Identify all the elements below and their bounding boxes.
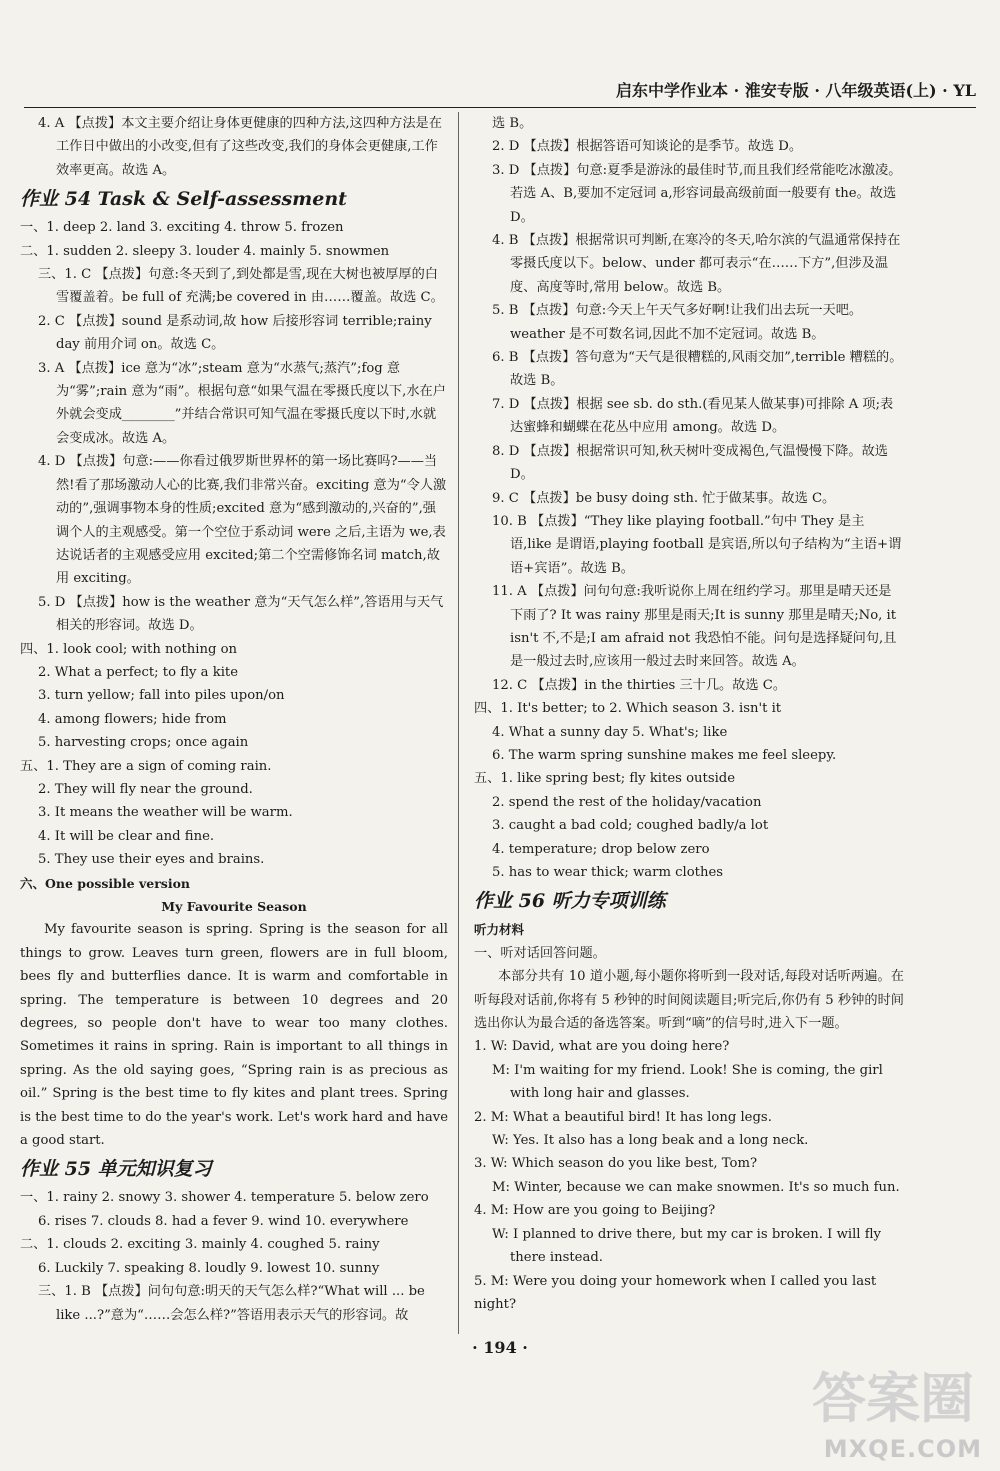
right-line: 4. temperature; drop below zero <box>492 841 710 857</box>
right-line: M: I'm waiting for my friend. Look! She is coming, the girl with long hair and glasses. <box>492 1062 883 1102</box>
essay-title: My Favourite Season <box>161 899 307 914</box>
right-line: 四、1. It's better; to 2. Which season 3. isn't it <box>474 701 782 717</box>
right-line: 5. B 【点拨】句意:今天上午天气多好啊!让我们出去玩一天吧。weather 是不可数名词,因此不加不定冠词。故选 B。 <box>492 303 863 342</box>
right-line: 6. The warm spring sunshine makes me feel sleepy. <box>492 747 837 763</box>
right-line: 本部分共有 10 道小题,每小题你将听到一段对话,每段对话听两遍。在听每段对话前,你将有 5 秒钟的时间阅读题目;听完后,你仍有 5 秒钟的时间选出你认为最合适的备选答案。听到“嘀”的信号时,进入下一题。 <box>474 969 904 1032</box>
left-line: 2. What a perfect; to fly a kite <box>38 664 239 680</box>
watermark <box>792 1343 982 1463</box>
right-line: M: Winter, because we can make snowmen. It's so much fun. <box>492 1179 900 1195</box>
left-column <box>20 112 448 1327</box>
right-line: 5. has to wear thick; warm clothes <box>492 865 724 880</box>
right-line: 3. D 【点拨】句意:夏季是游泳的最佳时节,而且我们经常能吃冰激凌。若选 A、B,要加不定冠词 a,形容词最高级前面一般要有 the。故选 D。 <box>492 162 902 225</box>
section-title: 作业 54 Task & Self-assessment <box>20 188 347 211</box>
left-line: 3. turn yellow; fall into piles upon/on <box>38 688 285 704</box>
right-line: 一、听对话回答问题。 <box>474 945 606 961</box>
left-line: 6. Luckily 7. speaking 8. loudly 9. lowest 10. sunny <box>38 1260 380 1276</box>
watermark-logo: 答案圈 <box>812 1367 974 1430</box>
section-title: 作业 56 听力专项训练 <box>474 890 666 913</box>
right-line: 8. D 【点拨】根据常识可知,秋天树叶变成褐色,气温慢慢下降。故选 D。 <box>492 443 888 483</box>
left-line: 六、One possible version <box>20 875 190 891</box>
left-line: 一、1. rainy 2. snowy 3. shower 4. temperature 5. below zero <box>20 1190 429 1206</box>
right-line: 2. D 【点拨】根据答语可知谈论的是季节。故选 D。 <box>492 139 803 155</box>
right-line: 五、1. like spring best; fly kites outside <box>474 771 736 787</box>
left-line: 4. D 【点拨】句意:——你看过俄罗斯世界杯的第一场比赛吗?——当然!看了那场激动人心的比赛,我们非常兴奋。exciting 意为“令人激动的”,强调事物本身的性质;excited 意为“感到激动的,兴奋的”,强调个人的主观感受。第一个空位于系动词 were 之后,主语为 we,表达说话者的主观感受应用 excited;第二个空需修饰名词 match,故用 exciting。 <box>38 454 447 587</box>
right-line: 3. W: Which season do you like best, Tom? <box>474 1156 758 1172</box>
right-line: 2. M: What a beautiful bird! It has long legs. <box>474 1109 772 1125</box>
right-line: W: I planned to drive there, but my car is broken. I will fly there instead. <box>492 1226 881 1266</box>
left-line: 二、1. clouds 2. exciting 3. mainly 4. coughed 5. rainy <box>20 1237 380 1253</box>
page-header: 启东中学作业本 · 淮安专版 · 八年级英语(上) · YL <box>24 78 976 108</box>
left-line: 5. They use their eyes and brains. <box>38 852 265 868</box>
left-line: 2. They will fly near the ground. <box>38 781 253 797</box>
left-line: 3. A 【点拨】ice 意为“冰”;steam 意为“水蒸气;蒸汽”;fog 意为“雾”;rain 意为“雨”。根据句意“如果气温在零摄氏度以下,水在户外就会变成________”并结合常识可知气温在零摄氏度以下时,水就会变成冰。故选 A。 <box>38 360 446 446</box>
left-line: 3. It means the weather will be warm. <box>38 805 293 821</box>
left-line: 4. A 【点拨】本文主要介绍让身体更健康的四种方法,这四种方法是在工作日中做出的小改变,但有了这些改变,我们的身体会更健康,工作效率更高。故选 A。 <box>38 116 442 178</box>
right-line: 12. C 【点拨】in the thirties 三十几。故选 C。 <box>492 677 787 693</box>
left-line: 2. C 【点拨】sound 是系动词,故 how 后接形容词 terrible;rainy day 前用介词 on。故选 C。 <box>38 313 432 353</box>
left-line: 三、1. C 【点拨】句意:冬天到了,到处都是雪,现在大树也被厚厚的白雪覆盖着。be full of 充满;be covered in 由……覆盖。故选 C。 <box>38 267 444 306</box>
right-line: 2. spend the rest of the holiday/vacation <box>492 794 762 810</box>
right-line: 11. A 【点拨】问句句意:我听说你上周在纽约学习。那里是晴天还是下雨了? It was rainy 那里是雨天;It is sunny 那里是晴天;No, it isn't 不,不是;I am afraid not 我恐怕不能。问句是选择疑问句,且是一般过去时,应该用一般过去时来回答。故选 A。 <box>492 584 897 670</box>
right-line: 9. C 【点拨】be busy doing sth. 忙于做某事。故选 C。 <box>492 490 836 506</box>
left-line: 三、1. B 【点拨】问句句意:明天的天气怎么样?“What will ... be like ...?”意为“……会怎么样?”答语用表示天气的形容词。故 <box>38 1284 425 1323</box>
left-line: 6. rises 7. clouds 8. had a fever 9. wind 10. everywhere <box>38 1213 409 1229</box>
left-line: 5. harvesting crops; once again <box>38 735 249 751</box>
watermark-site: MXQE.COM <box>823 1435 982 1463</box>
left-line: 4. among flowers; hide from <box>38 711 227 727</box>
right-line: 4. What a sunny day 5. What's; like <box>492 724 728 740</box>
left-line: 4. It will be clear and fine. <box>38 828 215 844</box>
right-line: 4. M: How are you going to Beijing? <box>474 1203 716 1219</box>
right-line: W: Yes. It also has a long beak and a long neck. <box>492 1133 809 1149</box>
left-line: 五、1. They are a sign of coming rain. <box>20 758 272 774</box>
section-title: 作业 55 单元知识复习 <box>20 1158 212 1181</box>
right-line: 听力材料 <box>474 922 525 938</box>
right-line: 6. B 【点拨】答句意为“天气是很糟糕的,风雨交加”,terrible 糟糕的。故选 B。 <box>492 350 903 389</box>
left-line: 四、1. look cool; with nothing on <box>20 641 238 657</box>
right-line: 3. caught a bad cold; coughed badly/a lot <box>492 818 769 834</box>
right-line: 5. M: Were you doing your homework when I called you last night? <box>474 1273 877 1312</box>
right-line: 1. W: David, what are you doing here? <box>474 1039 730 1055</box>
page-number: · 194 · <box>472 1338 528 1357</box>
column-divider <box>458 112 459 1334</box>
right-line: 选 B。 <box>492 116 533 131</box>
left-line: My favourite season is spring. Spring is the season for all things to grow. Leaves turn green, flowers are in full bloom, bees fly and butterflies dance. It is warm and comfortable in spring. The temperature is between 10 degrees and 20 degrees, so people don't have to wear too many clothes. Sometimes it rains in spring. Rain is important to all things in spring. As the old saying goes, “Spring rain is as precious as oil.” Spring is the best time to fly kites and plant trees. Spring is the best time to do the year's work. Let's work hard and have a good start. <box>20 922 448 1149</box>
left-line: 二、1. sudden 2. sleepy 3. louder 4. mainly 5. snowmen <box>20 243 390 259</box>
right-line: 4. B 【点拨】根据常识可判断,在寒冷的冬天,哈尔滨的气温通常保持在零摄氏度以下。below、under 都可表示“在……下方”,但涉及温度、高度等时,常用 below。故选 B。 <box>492 233 901 295</box>
left-line: 一、1. deep 2. land 3. exciting 4. throw 5. frozen <box>20 220 344 236</box>
right-line: 7. D 【点拨】根据 see sb. do sth.(看见某人做某事)可排除 A 项;表达蜜蜂和蝴蝶在花丛中应用 among。故选 D。 <box>492 396 894 436</box>
right-line: 10. B 【点拨】“They like playing football.”句中 They 是主语,like 是谓语,playing football 是宾语,所以句子结构为“主语+谓语+宾语”。故选 B。 <box>492 513 902 576</box>
right-column <box>474 112 904 1316</box>
left-line: 5. D 【点拨】how is the weather 意为“天气怎么样”,答语用与天气相关的形容词。故选 D。 <box>38 594 444 634</box>
